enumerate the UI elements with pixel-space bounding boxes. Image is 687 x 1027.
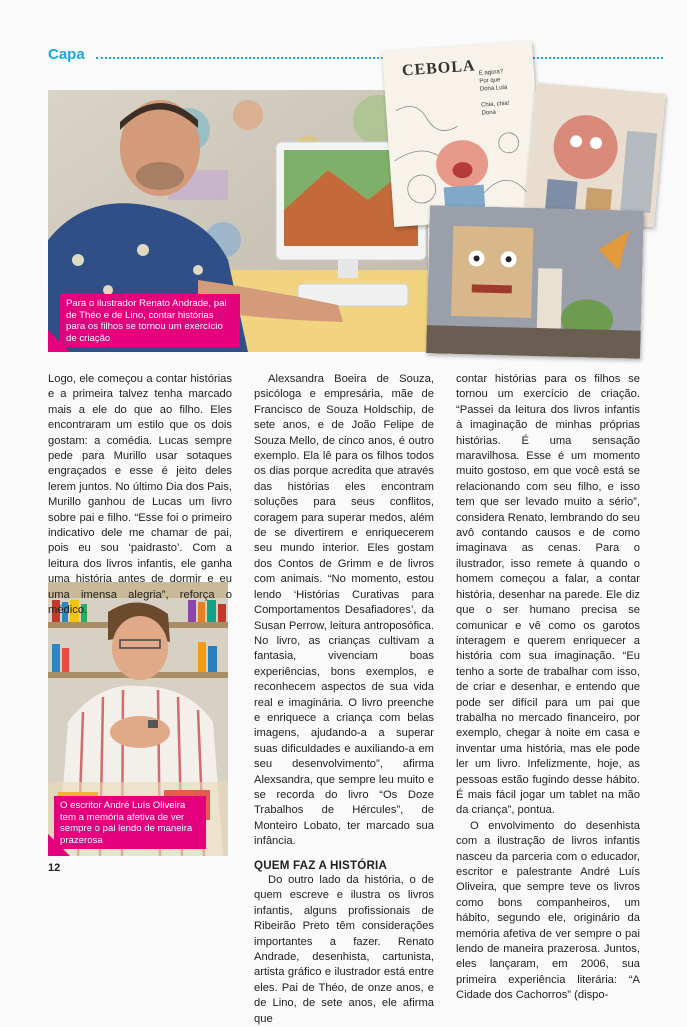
svg-text:Por que: Por que bbox=[479, 77, 501, 85]
svg-text:Chia, chia!: Chia, chia! bbox=[480, 100, 510, 109]
paragraph: Logo, ele começou a contar histórias e a primeira talvez tenha marcado mais a ele do que ao filho. Eles encontraram um estilo que os dois gostam: a comédia. Lucas sempre pede para Murillo usar sotaques engraçados e esse é jeito deles lerem juntos. No último Dia dos Pais, Murillo ganhou de Lucas um livro sobre pai e filho. “Esse foi o primeiro indicativo dele me chamar de pai, pois eu sou ‘paidrasto’. Com a leitura dos livros infantis, ele ganha uma história antes de dormir e eu uma imensa alegria”, reforça o médico. bbox=[48, 373, 232, 617]
top-photo-caption: Para o ilustrador Renato Andrade, pai de Théo e de Lino, contar histórias para os filhos se tornou um exercício de criação bbox=[60, 294, 240, 347]
writer-photo-caption: O escritor André Luís Oliveira tem a memória afetiva de ver sempre o pai lendo de maneira prazerosa bbox=[54, 796, 206, 849]
section-label: Capa bbox=[48, 46, 85, 63]
article-column-3 bbox=[456, 372, 640, 1004]
header-divider bbox=[96, 57, 663, 59]
svg-text:Dona Lula: Dona Lula bbox=[479, 84, 508, 93]
svg-text:E agora?: E agora? bbox=[478, 69, 504, 77]
article-column-1 bbox=[48, 372, 232, 619]
paragraph: Do outro lado da história, o de quem escreve e ilustra os livros infantis, alguns profissionais de Ribeirão Preto têm considerações importantes a fazer. Renato Andrade, desenhista, cartunista, artista gráfico e ilustrador está entre eles. Pai de Théo, de onze anos, e de Lino, de sete anos, ele afirma que bbox=[254, 874, 434, 1025]
caption-corner bbox=[48, 330, 70, 352]
paragraph: contar histórias para os filhos se tornou um exercício de criação. “Passei da leitura dos livros infantis à imaginação de minhas próprias histórias. É uma sensação maravilhosa. Esse é um momento muito gostoso, em que você está se relacionando com seu filho, e isso tem que ser levado muito a sério”, considera Renato, lembrando do seu avô contando causos e de como imaginava as cenas. Para o ilustrador, isso remete à quando o homem começou a falar, a contar história, desenhar na parede. Ele diz que o ser humano precisa se comunicar e vê como os garotos interagem e querem enriquecer a história com sua imaginação. “Eu tenho a sorte de trabalhar com isso, de criar e desenhar, e entendo que pode ser difícil para um pai que trabalha no mercado financeiro, por exemplo, chegar à noite em casa e inventar uma história, mas ele pode ler um livro. Infelizmente, hoje, as pessoas estão fugindo desse hábito. É mais fácil jogar um tablet na mão da criança”, pontua. bbox=[456, 373, 640, 817]
paragraph: Alexsandra Boeira de Souza, psicóloga e empresária, mãe de Francisco de Souza Holdschip, de sete anos, e de João Felipe de Souza Mello, de cinco anos, é outro exemplo. Ela lê para os filhos todos os dias porque acredita que através das histórias eles encontram soluções para seus conflitos, coragem para superar medos, além de se divertirem e enriquecerem seu mundo interior. Eles gostam dos Contos de Grimm e de livros com animais. “No momento, estou lendo ‘Histórias Curativas para Comportamentos Desafiadores’, da Susan Perrow, leitura antroposófica. No livro, as crianças cultivam a fantasia, vivenciam boas experiências, bons exemplos, e reconhecem aspectos de sua vida real e imaginária. O livro preenche e enriquece a criança com belas imagens, ajudando-a a superar suas dificuldades e auxiliando-a em seu desenvolvimento”, afirma Alexsandra, que sempre leu muito e se recorda do livro “Os Doze Trabalhos de Hércules”, de Monteiro Lobato, ter marcado sua infância. bbox=[254, 373, 434, 848]
page-number: 12 bbox=[48, 862, 61, 874]
paragraph: O envolvimento do desenhista com a ilustração de livros infantis nasceu da parceria com o educador, escritor e palestrante André Luís Oliveira, que sempre teve os livros como bons companheiros, um hábito, segundo ele, originário da memória afetiva de ver sempre o pai lendo de maneira prazerosa. Juntos, eles lançaram, em 2006, sua primeira experiência literária: “A Cidade dos Cachorros” (dispo- bbox=[456, 819, 640, 1002]
cebola-title: CEBOLA bbox=[401, 57, 477, 80]
section-heading: QUEM FAZ A HISTÓRIA bbox=[254, 858, 388, 872]
caption-corner-2 bbox=[48, 834, 70, 856]
article-column-2 bbox=[254, 372, 434, 1027]
svg-text:Dona: Dona bbox=[481, 109, 497, 117]
monster-illustration bbox=[426, 205, 644, 359]
bird-illustration bbox=[524, 83, 665, 228]
